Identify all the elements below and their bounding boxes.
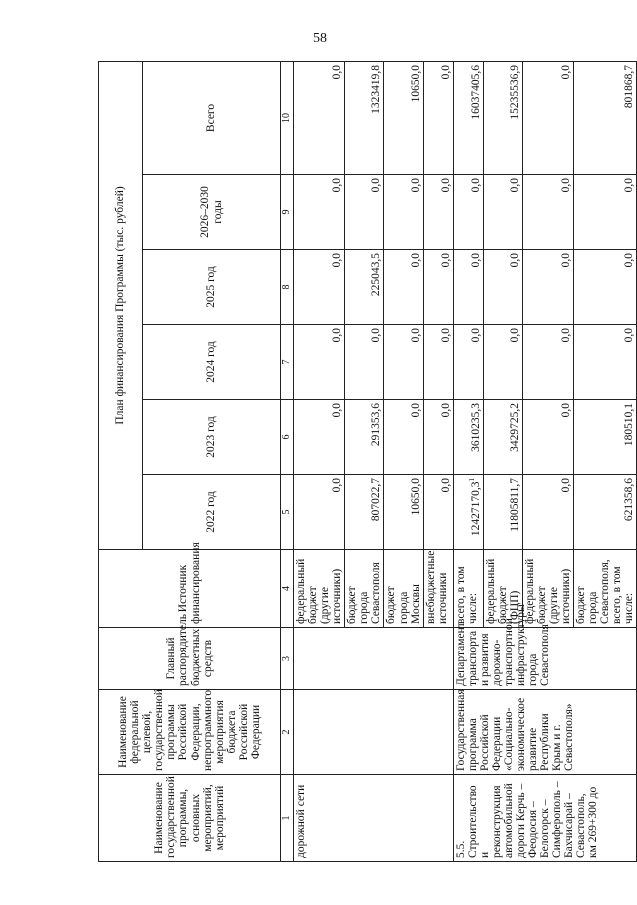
cell-2022: 0,0	[423, 475, 453, 550]
col-number: 4	[281, 550, 294, 628]
cell-2023: 180510,1	[574, 400, 637, 475]
header-2023: 2023 год	[143, 400, 281, 475]
row-source: федеральный бюджет (ФЦП)	[483, 550, 522, 628]
cell-total: 801868,7	[574, 61, 637, 174]
cell-2023: 3429725,2	[483, 400, 522, 475]
row-source: всего, в том числе:	[453, 550, 483, 628]
cell-2024: 0,0	[522, 325, 573, 400]
cell-2025: 0,0	[384, 250, 423, 325]
col-number: 1	[281, 775, 294, 862]
col-number: 5	[281, 475, 294, 550]
cell-2024: 0,0	[453, 325, 483, 400]
row-source: федеральный бюджет (другие источники)	[294, 550, 345, 628]
cell-2026-2030: 0,0	[345, 175, 384, 250]
row-source: бюджет города Севастополя, всего, в том числе:	[574, 550, 637, 628]
row-distributor	[294, 628, 454, 690]
header-total: Всего	[143, 61, 281, 174]
cell-2022: 10650,0	[384, 475, 423, 550]
cell-2023: 0,0	[384, 400, 423, 475]
cell-2024: 0,0	[345, 325, 384, 400]
cell-2023: 0,0	[294, 400, 345, 475]
cell-2026-2030: 0,0	[483, 175, 522, 250]
cell-2022: 807022,7	[345, 475, 384, 550]
header-plan: План финансирования Программы (тыс. рублей)	[99, 61, 143, 549]
col-number: 3	[281, 628, 294, 690]
row-distributor: Департамент транспорта и развития дорожно-транспортной инфраструктуры города Севастополя	[453, 628, 637, 690]
cell-total: 16037405,6	[453, 61, 483, 174]
cell-2025: 0,0	[483, 250, 522, 325]
col-number: 6	[281, 400, 294, 475]
col-number: 7	[281, 325, 294, 400]
cell-2022-value: 12427170,3	[469, 481, 482, 537]
cell-total: 15235536,9	[483, 61, 522, 174]
header-fed-program: Наименование федеральной целевой, государственной программы Российской Федерации, непрограммного мероприятия бюджета Российской Федерации	[99, 690, 281, 775]
cell-2024: 0,0	[574, 325, 637, 400]
cell-total: 0,0	[522, 61, 573, 174]
row-name: 5.5. Строительство и реконструкция автомобильной дороги Керчь – Феодосия – Белогорск – Симферополь – Бахчисарай – Севастополь, км 269+300 до	[453, 775, 637, 862]
row-source: внебюджетные источники	[423, 550, 453, 628]
header-name: Наименование государственной программы, основных мероприятий, мероприятий	[99, 775, 281, 862]
cell-2026-2030: 0,0	[574, 175, 637, 250]
cell-total: 10650,0	[384, 61, 423, 174]
cell-2025: 0,0	[574, 250, 637, 325]
rotated-table-wrapper	[98, 62, 636, 862]
row-name: дорожной сети	[294, 775, 454, 862]
header-2022: 2022 год	[143, 475, 281, 550]
header-distributor: Главный распорядитель бюджетных средств	[99, 628, 281, 690]
cell-2022: 0,0	[522, 475, 573, 550]
cell-2024: 0,0	[423, 325, 453, 400]
cell-2026-2030: 0,0	[423, 175, 453, 250]
cell-2022: 621358,6	[574, 475, 637, 550]
cell-2025: 225043,5	[345, 250, 384, 325]
cell-2023: 0,0	[423, 400, 453, 475]
cell-2025: 0,0	[423, 250, 453, 325]
header-2026-2030: 2026–2030 годы	[143, 175, 281, 250]
header-source: Источник финансирования	[99, 550, 281, 628]
cell-2024: 0,0	[483, 325, 522, 400]
cell-total: 0,0	[294, 61, 345, 174]
cell-2026-2030: 0,0	[453, 175, 483, 250]
cell-2026-2030: 0,0	[384, 175, 423, 250]
row-fed-program	[294, 690, 454, 775]
col-number: 10	[281, 61, 294, 174]
cell-2026-2030: 0,0	[294, 175, 345, 250]
cell-2026-2030: 0,0	[522, 175, 573, 250]
col-number: 9	[281, 175, 294, 250]
row-source: федеральный бюджет (другие источники)	[522, 550, 573, 628]
cell-2022: 0,0	[294, 475, 345, 550]
col-number: 2	[281, 690, 294, 775]
cell-2025: 0,0	[522, 250, 573, 325]
cell-2025: 0,0	[294, 250, 345, 325]
cell-total: 1323419,8	[345, 61, 384, 174]
cell-2022	[453, 475, 483, 550]
cell-total: 0,0	[423, 61, 453, 174]
row-source: бюджет города Москвы	[384, 550, 423, 628]
header-2025: 2025 год	[143, 250, 281, 325]
row-fed-program: Государственная программа Российской Федерации «Социально-экономическое развитие Республики Крым и г. Севастополя»	[453, 690, 637, 775]
footnote-mark: 1	[467, 478, 476, 482]
financing-table	[98, 61, 637, 862]
page-number: 58	[313, 31, 327, 46]
col-number: 8	[281, 250, 294, 325]
cell-2023: 3610235,3	[453, 400, 483, 475]
cell-2025: 0,0	[453, 250, 483, 325]
row-source: бюджет города Севастополя	[345, 550, 384, 628]
cell-2024: 0,0	[384, 325, 423, 400]
cell-2024: 0,0	[294, 325, 345, 400]
cell-2023: 0,0	[522, 400, 573, 475]
cell-2023: 291353,6	[345, 400, 384, 475]
header-2024: 2024 год	[143, 325, 281, 400]
cell-2022: 11805811,7	[483, 475, 522, 550]
